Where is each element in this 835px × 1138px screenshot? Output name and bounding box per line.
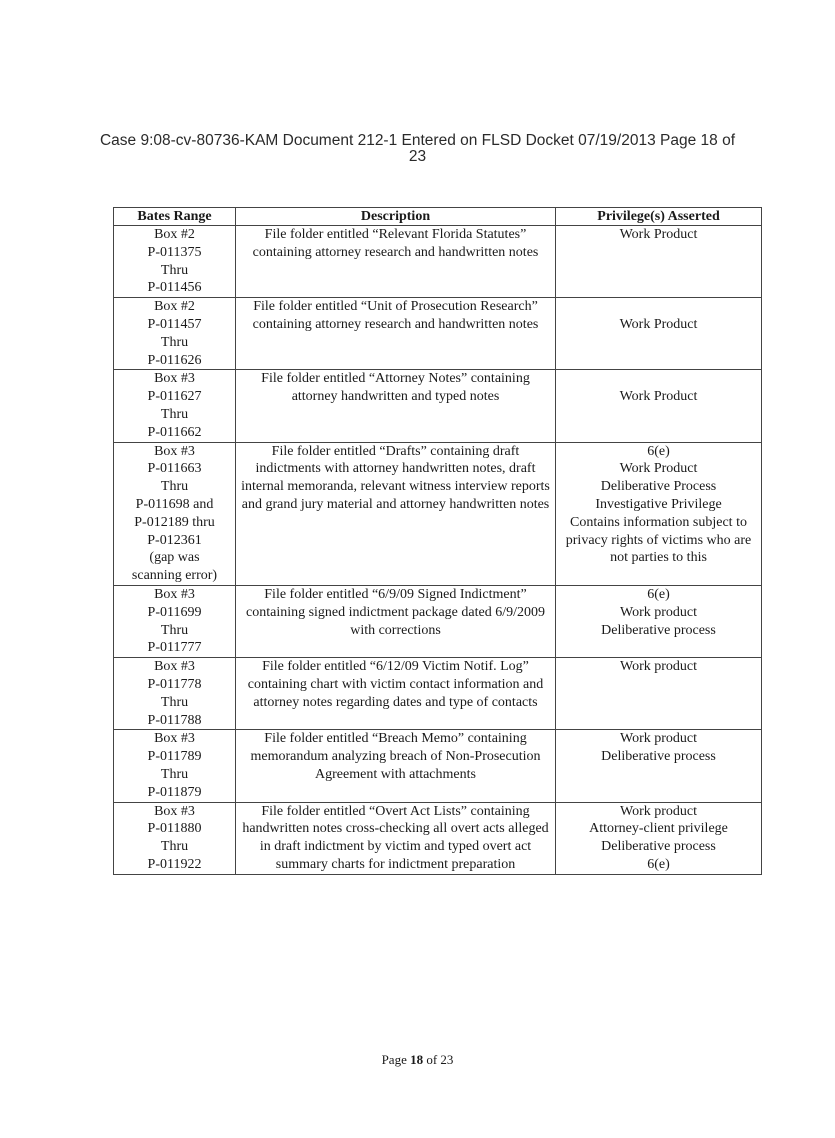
bates-range-cell: Box #3 P-011663 Thru P-011698 and P-012189 thru P-012361 (gap was scanning error) bbox=[114, 442, 236, 585]
bates-range-cell: Box #3 P-011627 Thru P-011662 bbox=[114, 370, 236, 442]
table-row bbox=[114, 298, 762, 370]
case-header-line1: Case 9:08-cv-80736-KAM Document 212-1 Entered on FLSD Docket 07/19/2013 Page 18 of bbox=[99, 132, 735, 149]
privilege-log-table bbox=[113, 207, 762, 875]
table-row bbox=[114, 802, 762, 874]
bates-range-cell: Box #2 P-011457 Thru P-011626 bbox=[114, 298, 236, 370]
table-row bbox=[114, 226, 762, 298]
description-cell: File folder entitled “Breach Memo” containing memorandum analyzing breach of Non-Prosecution Agreement with attachments bbox=[236, 730, 556, 802]
table-row bbox=[114, 442, 762, 585]
case-header-line2: 23 bbox=[408, 148, 427, 165]
description-cell: File folder entitled “6/12/09 Victim Notif. Log” containing chart with victim contact information and attorney notes regarding dates and type of contacts bbox=[236, 658, 556, 730]
privilege-cell: 6(e) Work product Deliberative process bbox=[556, 585, 762, 657]
privilege-cell: 6(e) Work Product Deliberative Process Investigative Privilege Contains information subject to privacy rights of victims who are not parties to this bbox=[556, 442, 762, 585]
privilege-cell: Work product Deliberative process bbox=[556, 730, 762, 802]
privilege-cell: Work product bbox=[556, 658, 762, 730]
page-footer-prefix: Page bbox=[381, 1052, 411, 1067]
page-footer-suffix: of 23 bbox=[423, 1052, 454, 1067]
privilege-cell: Work Product bbox=[556, 226, 762, 298]
table-row bbox=[114, 658, 762, 730]
page-footer bbox=[0, 1052, 835, 1068]
description-cell: File folder entitled “Relevant Florida Statutes” containing attorney research and handwritten notes bbox=[236, 226, 556, 298]
bates-range-cell: Box #3 P-011880 Thru P-011922 bbox=[114, 802, 236, 874]
column-header-bates-range: Bates Range bbox=[114, 208, 236, 226]
description-cell: File folder entitled “Drafts” containing draft indictments with attorney handwritten notes, draft internal memoranda, relevant witness interview reports and grand jury material and attorney handwritten notes bbox=[236, 442, 556, 585]
privilege-cell: Work Product bbox=[556, 298, 762, 370]
column-header-privilege: Privilege(s) Asserted bbox=[556, 208, 762, 226]
privilege-cell: Work product Attorney-client privilege Deliberative process 6(e) bbox=[556, 802, 762, 874]
description-cell: File folder entitled “Unit of Prosecution Research” containing attorney research and handwritten notes bbox=[236, 298, 556, 370]
privilege-cell: Work Product bbox=[556, 370, 762, 442]
description-cell: File folder entitled “Attorney Notes” containing attorney handwritten and typed notes bbox=[236, 370, 556, 442]
page-number: 18 bbox=[410, 1052, 424, 1067]
bates-range-cell: Box #2 P-011375 Thru P-011456 bbox=[114, 226, 236, 298]
bates-range-cell: Box #3 P-011699 Thru P-011777 bbox=[114, 585, 236, 657]
bates-range-cell: Box #3 P-011789 Thru P-011879 bbox=[114, 730, 236, 802]
case-header bbox=[80, 133, 755, 165]
table-row bbox=[114, 585, 762, 657]
description-cell: File folder entitled “6/9/09 Signed Indictment” containing signed indictment package dated 6/9/2009 with corrections bbox=[236, 585, 556, 657]
column-header-description: Description bbox=[236, 208, 556, 226]
table-header-row bbox=[114, 208, 762, 226]
table-row bbox=[114, 730, 762, 802]
description-cell: File folder entitled “Overt Act Lists” containing handwritten notes cross-checking all overt acts alleged in draft indictment by victim and typed overt act summary charts for indictment preparation bbox=[236, 802, 556, 874]
table-row bbox=[114, 370, 762, 442]
bates-range-cell: Box #3 P-011778 Thru P-011788 bbox=[114, 658, 236, 730]
